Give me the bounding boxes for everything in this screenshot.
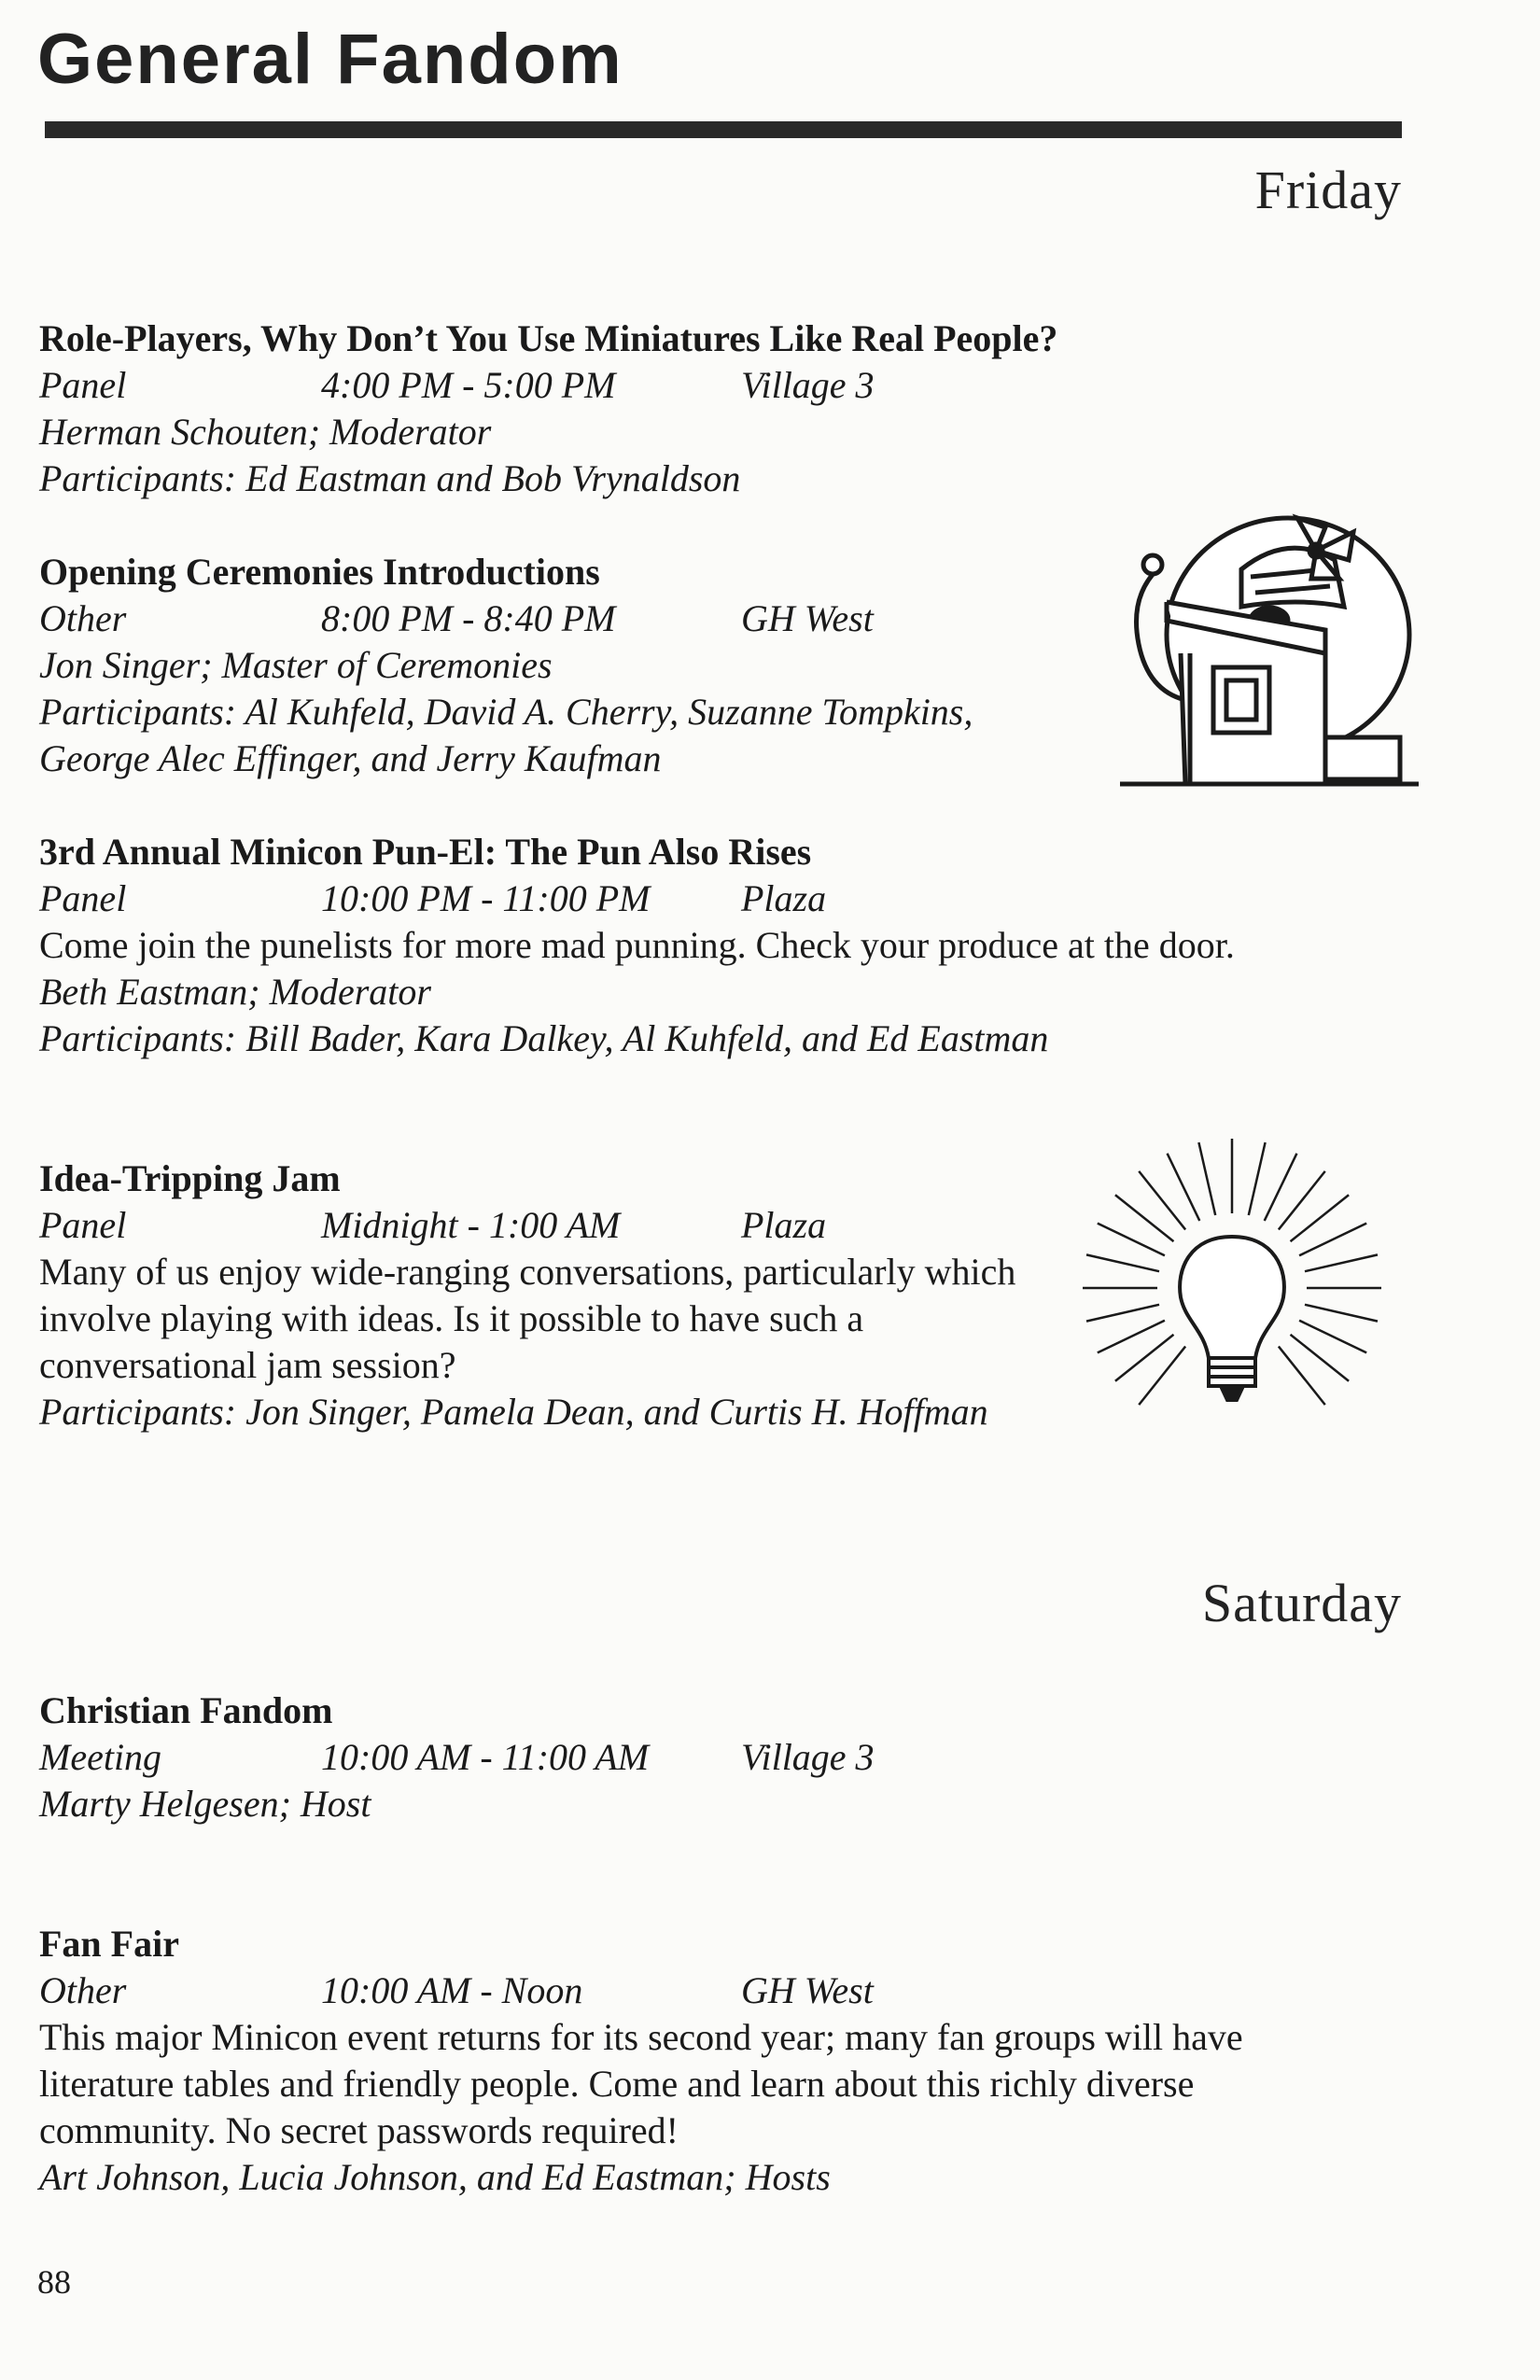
event-participants: Participants: Bill Bader, Kara Dalkey, Al Kuhfeld, and Ed Eastman (39, 1017, 1049, 1059)
header-rule (45, 121, 1402, 138)
event-time: 10:00 AM - Noon (321, 1969, 583, 2011)
light-ray (1086, 1305, 1159, 1322)
light-ray (1291, 1195, 1350, 1241)
light-ray (1305, 1305, 1378, 1322)
event-location: GH West (741, 1969, 874, 2011)
lightbulb-illustration (1064, 1129, 1400, 1428)
light-ray (1168, 1154, 1200, 1221)
event-type: Panel (39, 364, 127, 406)
event-title: Opening Ceremonies Introductions (39, 551, 600, 593)
event-time: 4:00 PM - 5:00 PM (321, 364, 616, 406)
light-ray (1139, 1347, 1185, 1406)
event-time: 10:00 PM - 11:00 PM (321, 877, 651, 919)
page-number: 88 (37, 2263, 71, 2301)
event-title: Fan Fair (39, 1923, 179, 1965)
event-participants: Participants: Al Kuhfeld, David A. Cherry, Suzanne Tompkins, (39, 691, 973, 733)
section-title: General Fandom (37, 20, 623, 99)
event-block (39, 829, 1365, 1062)
event-type: Panel (39, 877, 127, 919)
event-host: Marty Helgesen; Host (39, 1783, 371, 1825)
light-ray (1305, 1254, 1378, 1271)
event-host: Herman Schouten; Moderator (39, 411, 492, 453)
event-description: Many of us enjoy wide-ranging conversations, particularly which involve playing with ideas. Is it possible to have such a conversational jam session? (39, 1251, 1016, 1386)
light-ray (1098, 1224, 1165, 1256)
event-description: Come join the punelists for more mad punning. Check your produce at the door. (39, 924, 1235, 966)
light-ray (1265, 1154, 1297, 1221)
event-type: Panel (39, 1204, 127, 1246)
light-ray (1115, 1195, 1174, 1241)
light-ray (1279, 1347, 1325, 1406)
light-ray (1086, 1254, 1159, 1271)
event-type: Meeting (39, 1736, 162, 1778)
event-participants-cont: George Alec Effinger, and Jerry Kaufman (39, 737, 662, 779)
day-heading-friday: Friday (1254, 160, 1402, 220)
event-time: Midnight - 1:00 AM (321, 1204, 621, 1246)
light-ray (1198, 1142, 1215, 1215)
event-block (39, 315, 1365, 502)
event-host: Art Johnson, Lucia Johnson, and Ed Eastman; Hosts (39, 2156, 831, 2198)
light-ray (1115, 1335, 1174, 1381)
event-block (39, 1155, 1029, 1435)
event-block (39, 1687, 1365, 1827)
event-meta (39, 1734, 1365, 1781)
event-host: Beth Eastman; Moderator (39, 971, 431, 1013)
event-location: Village 3 (741, 364, 875, 406)
event-meta (39, 1967, 1327, 2014)
light-ray (1279, 1171, 1325, 1230)
event-meta (39, 875, 1365, 922)
light-ray (1291, 1335, 1350, 1381)
light-ray (1098, 1321, 1165, 1353)
event-description: This major Minicon event returns for its second year; many fan groups will have literature tables and friendly people. Come and learn about this richly diverse community. No secret passwords required! (39, 2016, 1243, 2151)
event-title: Christian Fandom (39, 1689, 333, 1731)
event-title: 3rd Annual Minicon Pun-El: The Pun Also Rises (39, 831, 812, 873)
event-type: Other (39, 597, 127, 639)
event-location: Plaza (741, 1204, 827, 1246)
day-heading-saturday: Saturday (1201, 1573, 1402, 1633)
light-ray (1139, 1171, 1185, 1230)
event-location: GH West (741, 597, 874, 639)
event-type: Other (39, 1969, 127, 2011)
event-location: Village 3 (741, 1736, 875, 1778)
event-participants: Participants: Ed Eastman and Bob Vrynaldson (39, 457, 741, 499)
light-ray (1299, 1321, 1366, 1353)
event-participants: Participants: Jon Singer, Pamela Dean, and Curtis H. Hoffman (39, 1391, 988, 1433)
event-title: Idea-Tripping Jam (39, 1157, 341, 1199)
event-meta (39, 362, 1365, 409)
event-location: Plaza (741, 877, 827, 919)
light-ray (1249, 1142, 1266, 1215)
event-time: 10:00 AM - 11:00 AM (321, 1736, 650, 1778)
light-ray (1299, 1224, 1366, 1256)
event-block (39, 1921, 1327, 2201)
event-title: Role-Players, Why Don’t You Use Miniatures Like Real People? (39, 317, 1058, 359)
podium-mascot-illustration (1101, 504, 1437, 793)
event-host: Jon Singer; Master of Ceremonies (39, 644, 553, 686)
event-time: 8:00 PM - 8:40 PM (321, 597, 616, 639)
event-meta (39, 1202, 1029, 1249)
